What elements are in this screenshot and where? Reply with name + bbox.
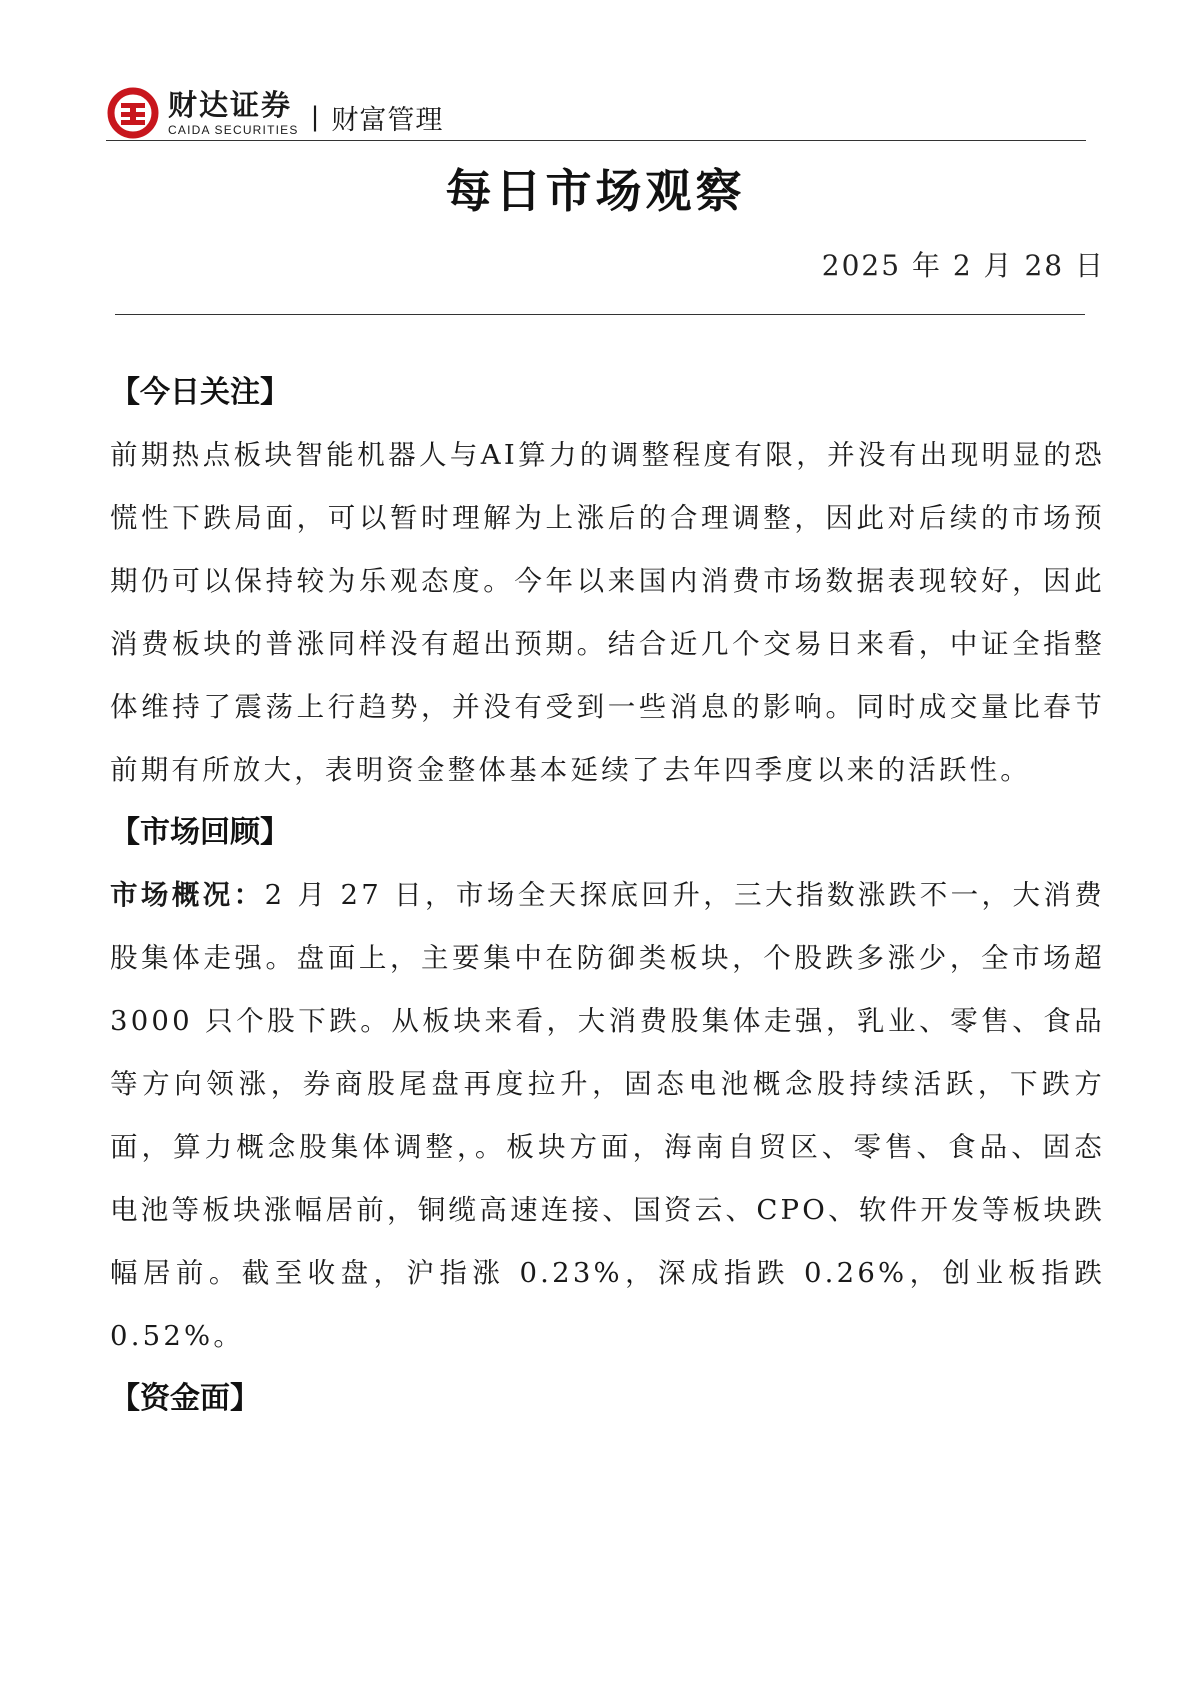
review-body-text: 2 月 27 日，市场全天探底回升，三大指数涨跌不一，大消费股集体走强。盘面上，主要集中在防御类板块，个股跌多涨少，全市场超 3000 只个股下跌。从板块来看，大消费股集体走强，乳业、零售、食品等方向领涨，券商股尾盘再度拉升，固态电池概念股持续活跃，下跌方面，算力概念股集体调整，。板块方面，海南自贸区、零售、食品、固态电池等板块涨幅居前，铜缆高速连接、国资云、CPO、软件开发等板块跌幅居前。截至收盘，沪指涨 0.23%，深成指跌 0.26%，创业板指跌 0.52%。 — [110, 879, 1105, 1352]
header-divider — [106, 140, 1086, 141]
brand-header — [106, 84, 443, 142]
brand-separator: | — [310, 102, 320, 132]
section-heading-focus: 【今日关注】 — [110, 375, 290, 410]
brand-name-cn: 财达证券 — [168, 88, 293, 122]
report-date: 2025 年 2 月 28 日 — [821, 249, 1105, 282]
report-body — [110, 362, 1105, 1430]
section-heading-review: 【市场回顾】 — [110, 815, 290, 850]
brand-division: 财富管理 — [331, 104, 444, 136]
brand-wordmark — [168, 89, 299, 137]
section-heading-funds: 【资金面】 — [110, 1381, 260, 1416]
section-text-review — [110, 864, 1105, 1368]
section-text-focus: 前期热点板块智能机器人与AI算力的调整程度有限，并没有出现明显的恐慌性下跌局面，可以暂时理解为上涨后的合理调整，因此对后续的市场预期仍可以保持较为乐观态度。今年以来国内消费市场数据表现较好，因此消费板块的普涨同样没有超出预期。结合近几个交易日来看，中证全指整体维持了震荡上行趋势，并没有受到一些消息的影响。同时成交量比春节前期有所放大，表明资金整体基本延续了去年四季度以来的活跃性。 — [110, 439, 1105, 786]
review-lead-label: 市场概况： — [110, 879, 265, 911]
caida-logo-icon — [106, 86, 160, 140]
report-title: 每日市场观察 — [445, 164, 746, 218]
title-divider — [115, 314, 1085, 315]
brand-name-en: CAIDA SECURITIES — [168, 123, 299, 137]
